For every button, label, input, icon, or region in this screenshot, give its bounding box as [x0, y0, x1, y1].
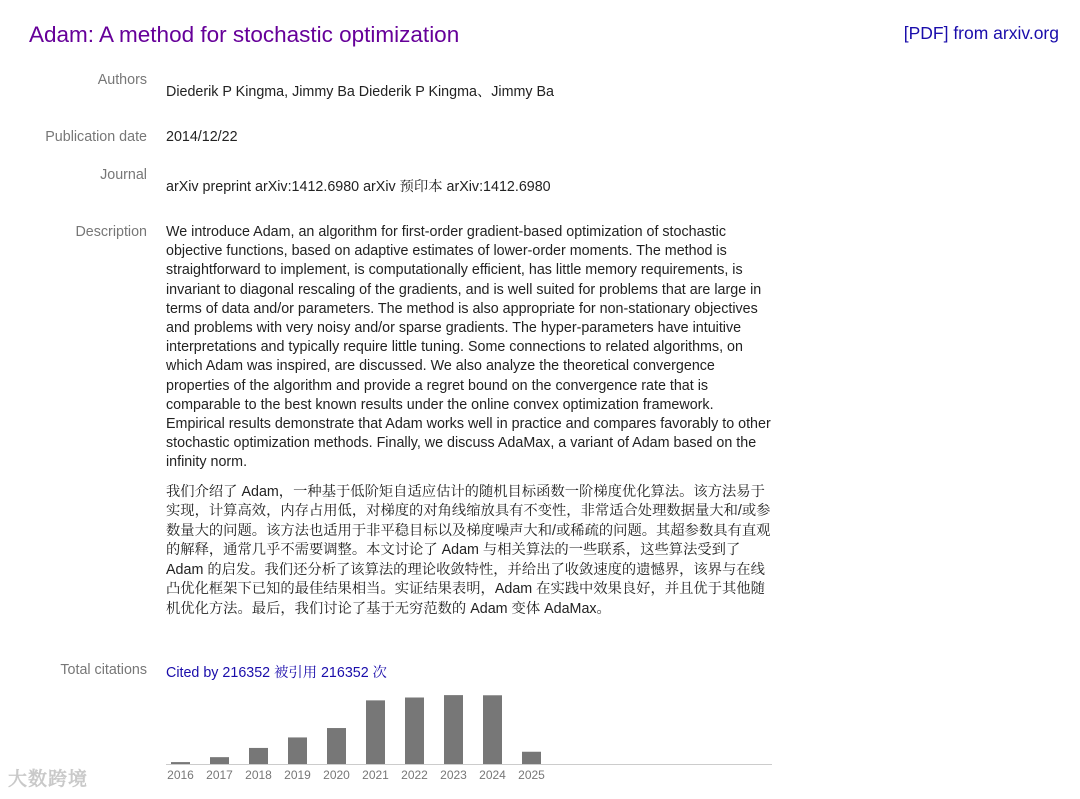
citation-bar-2025[interactable] [522, 752, 541, 764]
year-label-2016: 2016 [167, 768, 194, 782]
description-chinese: 我们介绍了 Adam，一种基于低阶矩自适应估计的随机目标函数一阶梯度优化算法。该方法易于实现，计算高效，内存占用低，对梯度的对角线缩放具有不变性，非常适合处理数据量大和/或参数量大的问题。该方法也适用于非平稳目标以及梯度噪声大和/或稀疏的问题。其超参数具有直观的解释，通常几乎不需要调整。本文讨论了 Adam 与相关算法的一些联系，这些算法受到了 Adam 的启发。我们还分析了该算法的理论收敛特性，并给出了收敛速度的遗憾界，该界与在线凸优化框架下已知的最佳结果相当。实证结果表明，Adam 在实践中效果良好，并且优于其他随机优化方法。最后，我们讨论了基于无穷范数的 Adam 变体 AdaMax。 [166, 483, 771, 617]
citation-bar-2024[interactable] [483, 695, 502, 764]
citations-bar-chart [160, 686, 780, 784]
citation-bar-2020[interactable] [327, 728, 346, 764]
authors-label: Authors [97, 72, 147, 88]
citation-bar-2022[interactable] [405, 698, 424, 765]
pdf-link[interactable]: [PDF] from arxiv.org [903, 23, 1059, 43]
citation-bar-2018[interactable] [249, 748, 268, 764]
cited-by-link[interactable]: Cited by 216352 被引用 216352 次 [166, 665, 387, 681]
publication-date-label: Publication date [45, 129, 147, 145]
year-label-2018: 2018 [245, 768, 272, 782]
citation-bar-2021[interactable] [366, 700, 385, 764]
year-label-2022: 2022 [401, 768, 428, 782]
year-label-2021: 2021 [362, 768, 389, 782]
description [166, 223, 776, 619]
citation-bar-2016[interactable] [171, 762, 190, 764]
authors-value: Diederik P Kingma, Jimmy Ba Diederik P Kingma、Jimmy Ba [166, 84, 554, 100]
publication-date-value: 2014/12/22 [166, 129, 238, 145]
year-label-2024: 2024 [479, 768, 506, 782]
paper-title-link[interactable]: Adam: A method for stochastic optimization [29, 22, 460, 47]
year-label-2020: 2020 [323, 768, 350, 782]
journal-value: arXiv preprint arXiv:1412.6980 arXiv 预印本 arXiv:1412.6980 [166, 179, 551, 195]
description-label: Description [75, 224, 147, 240]
journal-label: Journal [100, 167, 147, 183]
description-english: We introduce Adam, an algorithm for first-order gradient-based optimization of stochastic objective functions, based on adaptive estimates of lower-order moments. The method is straightforward to implement, is computationally efficient, has little memory requirements, is invariant to diagonal rescaling of the gradients, and is well suited for problems that are large in terms of data and/or parameters. The method is also appropriate for non-stationary objectives and problems with very noisy and/or sparse gradients. The hyper-parameters have intuitive interpretations and typically require little tuning. Some connections to related algorithms, on which Adam was inspired, are discussed. We also analyze the theoretical convergence properties of the algorithm and provide a regret bound on the convergence rate that is comparable to the best known results under the online convex optimization framework. Empirical results demonstrate that Adam works well in practice and compares favorably to other stochastic optimization methods. Finally, we discuss AdaMax, a variant of Adam based on the infinity norm. [166, 224, 771, 471]
citation-bar-2019[interactable] [288, 737, 307, 764]
total-citations-label: Total citations [60, 662, 147, 678]
year-label-2023: 2023 [440, 768, 467, 782]
year-label-2019: 2019 [284, 768, 311, 782]
citation-bar-2017[interactable] [210, 757, 229, 764]
year-label-2017: 2017 [206, 768, 233, 782]
watermark-logo: 大数跨境 [8, 769, 89, 790]
year-label-2025: 2025 [518, 768, 545, 782]
citation-bar-2023[interactable] [444, 695, 463, 764]
